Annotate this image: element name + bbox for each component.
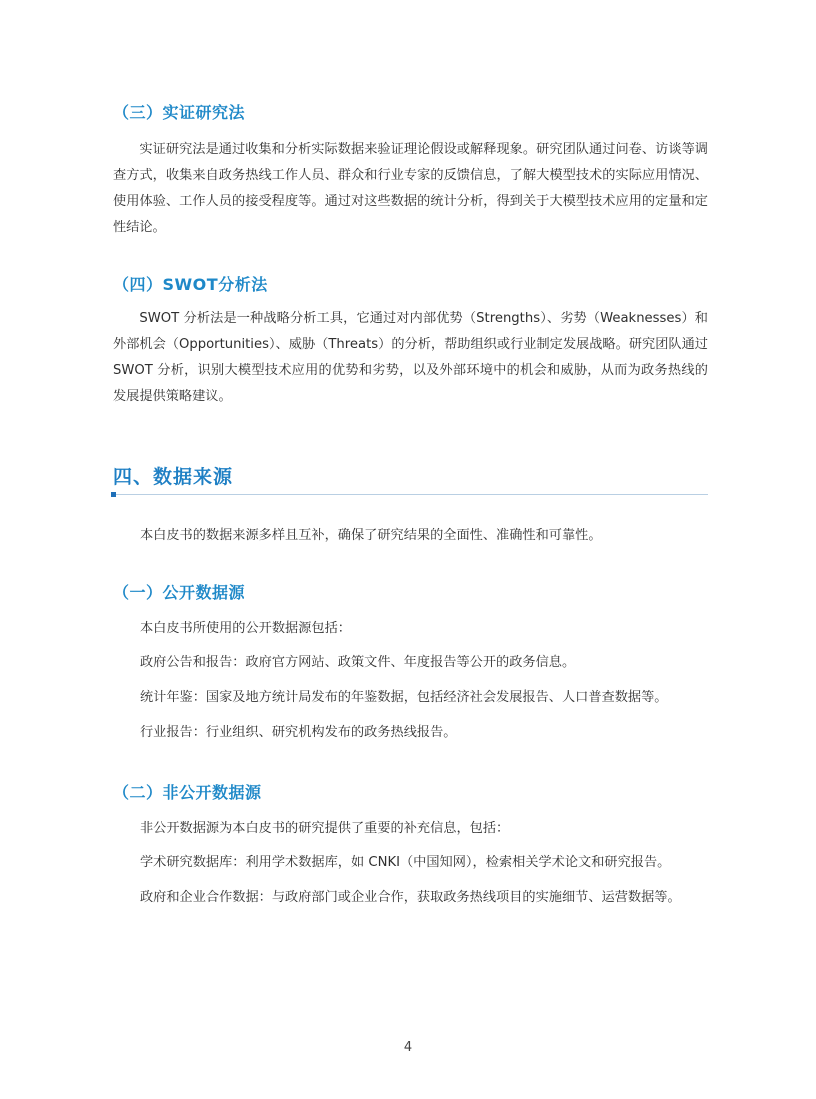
paragraph-swot: SWOT 分析法是一种战略分析工具，它通过对内部优势（Strengths）、劣势（Weaknesses）和外部机会（Opportunities）、威胁（Threats）的分析，帮助组织或行业制定发展战略。研究团队通过 SWOT 分析，识别大模型技术应用的优势和劣势，以及外部环境中的机会和威胁，从而为政务热线的发展提供策略建议。 (113, 311, 708, 404)
section-divider-marker (111, 492, 116, 497)
section-heading-data-sources: 四、数据来源 (113, 466, 234, 488)
nonpublic-sources-line-1: 非公开数据源为本白皮书的研究提供了重要的补充信息，包括： (140, 821, 510, 836)
subheading-public-sources: （一）公开数据源 (113, 583, 246, 602)
subheading-empirical-research: （三）实证研究法 (113, 103, 246, 122)
data-sources-intro: 本白皮书的数据来源多样且互补，确保了研究结果的全面性、准确性和可靠性。 (140, 528, 602, 543)
section-divider (113, 494, 708, 495)
nonpublic-sources-line-2: 学术研究数据库：利用学术数据库，如 CNKI（中国知网），检索相关学术论文和研究报告。 (140, 855, 671, 870)
paragraph-empirical-research: 实证研究法是通过收集和分析实际数据来验证理论假设或解释现象。研究团队通过问卷、访谈等调查方式，收集来自政务热线工作人员、群众和行业专家的反馈信息，了解大模型技术的实际应用情况、使用体验、工作人员的接受程度等。通过对这些数据的统计分析，得到关于大模型技术应用的定量和定性结论。 (113, 142, 708, 235)
public-sources-line-2: 政府公告和报告：政府官方网站、政策文件、年度报告等公开的政务信息。 (140, 655, 576, 670)
public-sources-line-4: 行业报告：行业组织、研究机构发布的政务热线报告。 (140, 725, 457, 740)
public-sources-line-1: 本白皮书所使用的公开数据源包括： (140, 621, 351, 636)
page-number: 4 (403, 1040, 413, 1055)
public-sources-line-3: 统计年鉴：国家及地方统计局发布的年鉴数据，包括经济社会发展报告、人口普查数据等。 (140, 690, 668, 705)
subheading-swot: （四）SWOT分析法 (113, 275, 268, 294)
subheading-nonpublic-sources: （二）非公开数据源 (113, 783, 262, 802)
nonpublic-sources-line-3: 政府和企业合作数据：与政府部门或企业合作，获取政务热线项目的实施细节、运营数据等。 (140, 890, 681, 905)
